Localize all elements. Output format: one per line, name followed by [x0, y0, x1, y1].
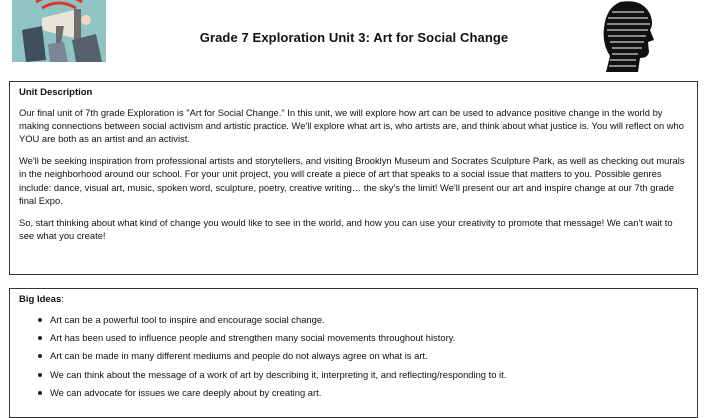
unit-description-paragraph: We'll be seeking inspiration from professional artists and storytellers, and visiting Brooklyn Museum and Socrates Sculpture Park, as well as checking out murals in the neighborhood around our school. For your unit project, you will create a piece of art that speaks to a social issue that matters to you. Possible genres include: dance, visual art, music, spoken word, sculpture, poetry, creative writing… the sky's the limit! We'll present our art and inspire change at our 7th grade final Expo.	[19, 155, 685, 206]
list-item: We can advocate for issues we care deeply about by creating art.	[38, 386, 688, 399]
big-ideas-heading	[19, 294, 688, 305]
unit-description-section	[9, 81, 698, 275]
page-title: Grade 7 Exploration Unit 3: Art for Social Change	[199, 30, 509, 45]
big-ideas-section	[9, 288, 698, 418]
list-item: Art can be made in many different mediums and people do not always agree on what is art.	[38, 349, 688, 362]
unit-description-paragraph: Our final unit of 7th grade Exploration is "Art for Social Change." In this unit, we will explore how art can be used to advance positive change in the world by making connections between social activism and artistic practice. We'll explore what art is, who artists are, and think about what justice is. You will reflect on who YOU are both as an artist and an activist.	[19, 107, 684, 145]
big-ideas-list	[19, 313, 688, 399]
list-item: Art can be a powerful tool to inspire and encourage social change.	[38, 313, 688, 326]
unit-description-heading: Unit Description	[19, 87, 93, 98]
big-ideas-heading-text: Big Ideas	[19, 294, 62, 305]
unit-description-paragraph: So, start thinking about what kind of change you would like to see in the world, and how you can use your creativity to promote that message! We can't wait to see what you create!	[19, 216, 673, 241]
list-item: We can think about the message of a work of art by describing it, interpreting it, and reflecting/responding to it.	[38, 368, 688, 381]
big-ideas-heading-colon: :	[61, 294, 64, 305]
list-item: Art has been used to influence people and strengthen many social movements throughout history.	[38, 331, 688, 344]
